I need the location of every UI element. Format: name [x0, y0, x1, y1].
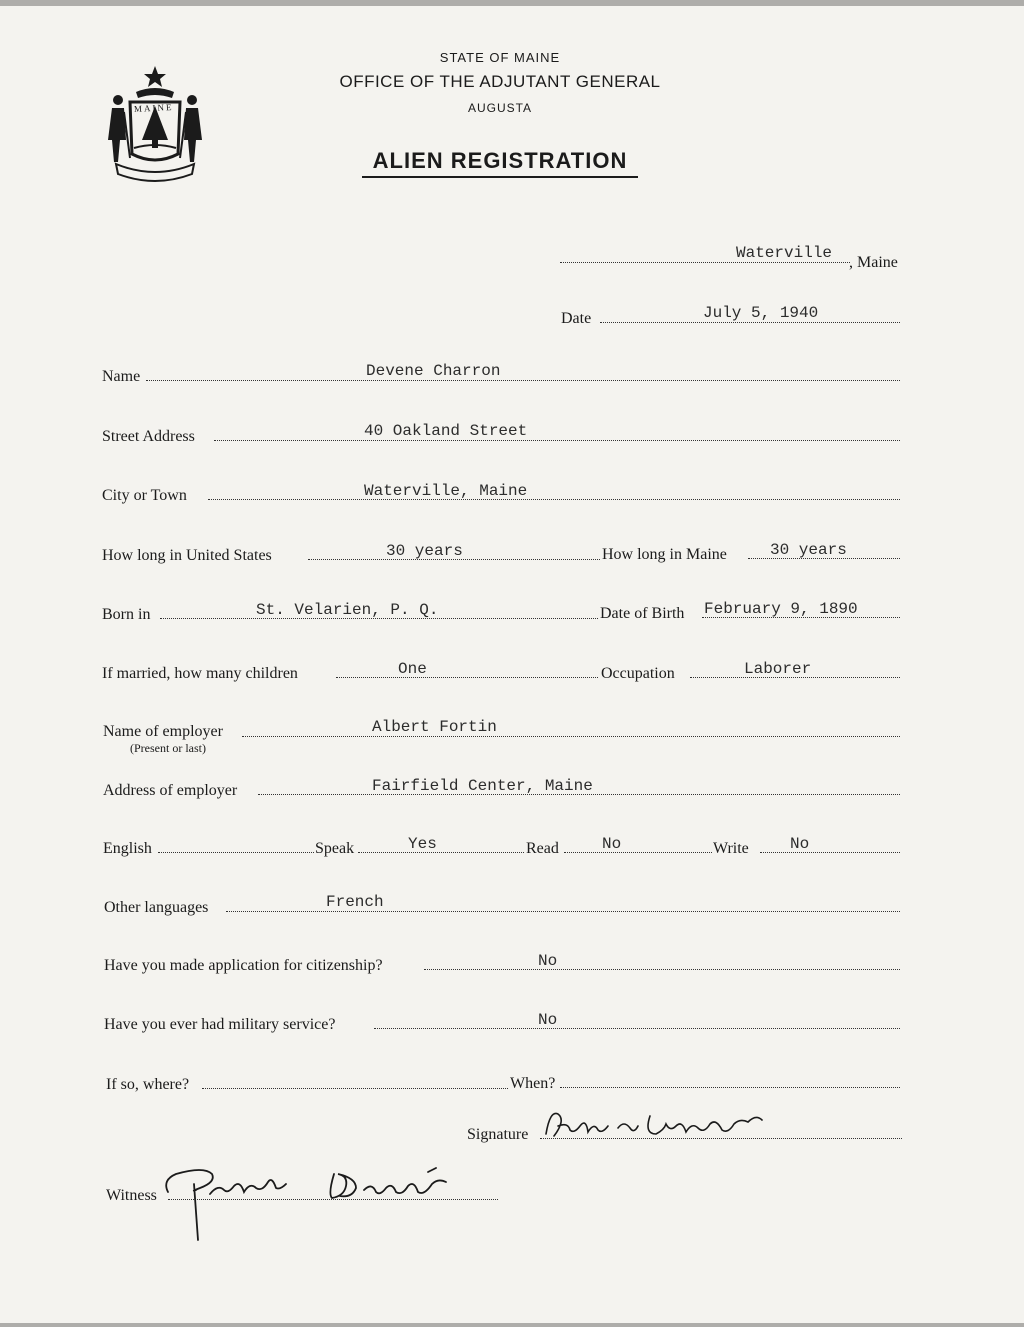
other-languages-line	[226, 911, 900, 912]
how-long-maine-label: How long in Maine	[602, 546, 727, 563]
children-value[interactable]: One	[398, 660, 427, 678]
scan-edge-bottom	[0, 1323, 1024, 1327]
write-value[interactable]: No	[790, 835, 810, 853]
when-label: When?	[510, 1075, 556, 1092]
name-line	[146, 380, 900, 381]
english-line	[158, 852, 314, 853]
read-value[interactable]: No	[602, 835, 622, 853]
military-line	[374, 1028, 900, 1029]
citizenship-line	[424, 969, 900, 970]
street-address-value[interactable]: 40 Oakland Street	[364, 422, 528, 440]
occupation-label: Occupation	[601, 665, 675, 682]
citizenship-value[interactable]: No	[538, 952, 558, 970]
date-line	[600, 322, 900, 323]
maine-state-seal-icon	[102, 62, 208, 186]
other-languages-label: Other languages	[104, 899, 209, 916]
signature-label: Signature	[467, 1126, 529, 1143]
how-long-us-label: How long in United States	[102, 547, 272, 564]
employer-value[interactable]: Albert Fortin	[372, 718, 497, 736]
state-heading: STATE OF MAINE	[439, 50, 561, 65]
born-in-value[interactable]: St. Velarien, P. Q.	[256, 601, 439, 619]
street-address-label: Street Address	[102, 428, 195, 445]
applicant-signature	[540, 1104, 770, 1144]
born-in-label: Born in	[102, 606, 151, 623]
children-label: If married, how many children	[102, 665, 298, 682]
place-value[interactable]: Waterville	[736, 244, 833, 262]
city-label: City or Town	[102, 487, 187, 504]
occupation-value[interactable]: Laborer	[744, 660, 812, 678]
speak-value[interactable]: Yes	[408, 835, 437, 853]
how-long-us-value[interactable]: 30 years	[386, 542, 463, 560]
write-label: Write	[713, 840, 749, 857]
city-heading: AUGUSTA	[467, 101, 533, 115]
employer-address-value[interactable]: Fairfield Center, Maine	[372, 777, 593, 795]
scan-edge-top	[0, 0, 1024, 6]
read-line	[564, 852, 712, 853]
employer-address-label: Address of employer	[103, 782, 238, 799]
military-value[interactable]: No	[538, 1011, 558, 1029]
place-suffix: , Maine	[849, 254, 898, 271]
english-label: English	[103, 840, 152, 857]
children-line	[336, 677, 598, 678]
when-line	[560, 1087, 900, 1088]
employer-label: Name of employer	[103, 723, 223, 740]
if-so-where-line	[202, 1088, 508, 1089]
date-of-birth-label: Date of Birth	[600, 605, 685, 622]
write-line	[760, 852, 900, 853]
if-so-where-label: If so, where?	[106, 1076, 190, 1093]
how-long-maine-value[interactable]: 30 years	[770, 541, 847, 559]
other-languages-value[interactable]: French	[326, 893, 384, 911]
city-line	[208, 499, 900, 500]
city-value[interactable]: Waterville, Maine	[364, 482, 528, 500]
witness-signature	[160, 1160, 460, 1244]
date-label: Date	[561, 310, 592, 327]
witness-label: Witness	[106, 1187, 157, 1204]
street-address-line	[214, 440, 900, 441]
seal-banner-text: MAINE	[133, 101, 174, 115]
citizenship-label: Have you made application for citizenship?	[104, 957, 383, 974]
employer-sublabel: (Present or last)	[130, 741, 206, 755]
name-value[interactable]: Devene Charron	[366, 362, 501, 380]
name-label: Name	[102, 368, 141, 385]
military-label: Have you ever had military service?	[104, 1016, 336, 1033]
read-label: Read	[526, 840, 559, 857]
title-underline	[362, 176, 638, 178]
speak-label: Speak	[315, 840, 355, 857]
place-line	[560, 262, 850, 263]
form-title: ALIEN REGISTRATION	[372, 148, 628, 173]
speak-line	[358, 852, 524, 853]
date-value[interactable]: July 5, 1940	[703, 304, 819, 322]
office-heading: OFFICE OF THE ADJUTANT GENERAL	[339, 72, 661, 91]
employer-line	[242, 736, 900, 737]
date-of-birth-value[interactable]: February 9, 1890	[704, 600, 858, 618]
